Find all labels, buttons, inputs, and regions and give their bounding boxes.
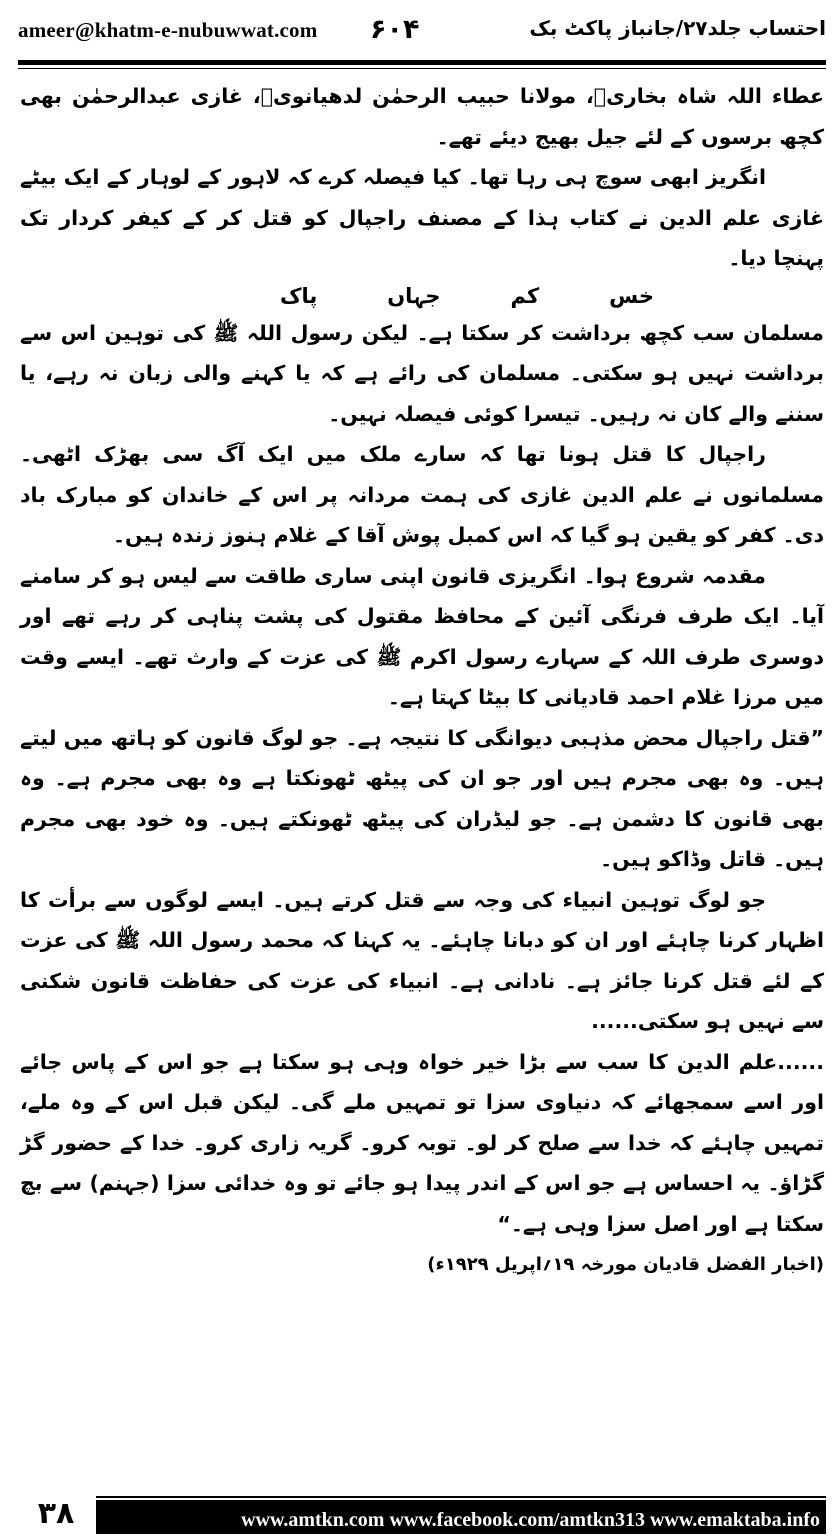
poem-word-3: جہاں [387, 283, 441, 308]
source-citation: (اخبار الفضل قادیان مورخہ ۱۹؍اپریل ۱۹۲۹ء) [427, 1254, 824, 1275]
page-body [20, 76, 824, 1286]
footer-page-number: ۳۸ [37, 1496, 75, 1531]
paragraph-4: راجپال کا قتل ہونا تھا کہ سارے ملک میں ایک آگ سی بھڑک اٹھی۔ مسلمانوں نے علم الدین غازی کی ہمت مردانہ پر اس کے خاندان کو مبارک باد دی۔ کفر کو یقین ہو گیا کہ اس کمبل پوش آقا کے غلام ہنوز زندہ ہیں۔ [20, 442, 824, 547]
paragraph-1: عطاء اللہ شاہ بخاریؒ، مولانا حبیب الرحمٰن لدھیانویؒ، غازی عبدالرحمٰن بھی کچھ برسوں کے لئے جیل بھیج دیئے تھے۔ [20, 84, 824, 149]
header-rule-thin [18, 68, 826, 69]
paragraph-7: جو لوگ توہین انبیاء کی وجہ سے قتل کرتے ہیں۔ ایسے لوگوں سے برأت کا اظہار کرنا چاہئے اور ان کو دبانا چاہئے۔ یہ کہنا کہ محمد رسول اللہ ﷺ کی عزت کے لئے قتل کرنا جائز ہے۔ نادانی ہے۔ انبیاء کی عزت کی حفاظت قانون شکنی سے نہیں ہو سکتی...... [20, 887, 824, 1033]
poem-line [20, 279, 824, 313]
page-footer [16, 1494, 826, 1534]
header-email: ameer@khatm-e-nubuwwat.com [18, 18, 318, 42]
header-book-title: احتساب جلد۲۷/جانباز پاکٹ بک [529, 16, 826, 40]
paragraph-6: ”قتل راجپال محض مذہبی دیوانگی کا نتیجہ ہے۔ جو لوگ قانون کو ہاتھ میں لیتے ہیں۔ وہ بھی مجرم ہیں اور جو ان کی پیٹھ ٹھونکتا ہے وہ بھی مجرم ہے۔ وہ بھی قانون کا دشمن ہے۔ جو لیڈران کی پیٹھ ٹھونکتے ہیں۔ وہ خود بھی مجرم ہیں۔ قاتل وڈاکو ہیں۔ [20, 725, 824, 871]
poem-word-2: کم [510, 283, 540, 308]
paragraph-5: مقدمہ شروع ہوا۔ انگریزی قانون اپنی ساری طاقت سے لیس ہو کر سامنے آیا۔ ایک طرف فرنگی آئین کے محافظ مقتول کی پشت پناہی کر رہے تھے اور دوسری طرف اللہ کے سہارے رسول اکرم ﷺ کی عزت کے وارث تھے۔ ایسے وقت میں مرزا غلام احمد قادیانی کا بیٹا کہتا ہے۔ [20, 563, 824, 709]
header-rule-thick [18, 60, 826, 65]
paragraph-2: انگریز ابھی سوچ ہی رہا تھا۔ کیا فیصلہ کرے کہ لاہور کے لوہار کے ایک بیٹے غازی علم الدین نے کتاب ہذا کے مصنف راجپال کو قتل کر کے کیفر کردار تک پہنچا دیا۔ [20, 165, 824, 270]
page-header [18, 14, 826, 54]
header-page-number: ۶۰۴ [370, 14, 420, 45]
paragraph-3: مسلمان سب کچھ برداشت کر سکتا ہے۔ لیکن رسول اللہ ﷺ کی توہین اس سے برداشت نہیں ہو سکتی۔ مسلمان کی رائے ہے کہ یا کہنے والی زبان نہ رہے، یا سننے والے کان نہ رہیں۔ تیسرا کوئی فیصلہ نہیں۔ [20, 320, 824, 426]
paragraph-8: ......علم الدین کا سب سے بڑا خیر خواہ وہی ہو سکتا ہے جو اس کے پاس جائے اور اسے سمجھائے کہ دنیاوی سزا تو تمہیں ملے گی۔ لیکن قبل اس کے وہ ملے، تمہیں چاہئے کہ خدا سے صلح کر لو۔ توبہ کرو۔ گریہ زاری کرو۔ خدا کے حضور گڑ گڑاؤ۔ یہ احساس ہے جو اس کے اندر پیدا ہو جائے تو وہ خدائی سزا (جہنم) سے بچ سکتا ہے اور اصل سزا وہی ہے۔“ [20, 1049, 824, 1236]
poem-word-4: پاک [279, 283, 318, 308]
poem-word-1: خس [609, 283, 654, 308]
footer-urls: www.amtkn.com www.facebook.com/amtkn313 www.emaktaba.info [241, 1509, 820, 1531]
